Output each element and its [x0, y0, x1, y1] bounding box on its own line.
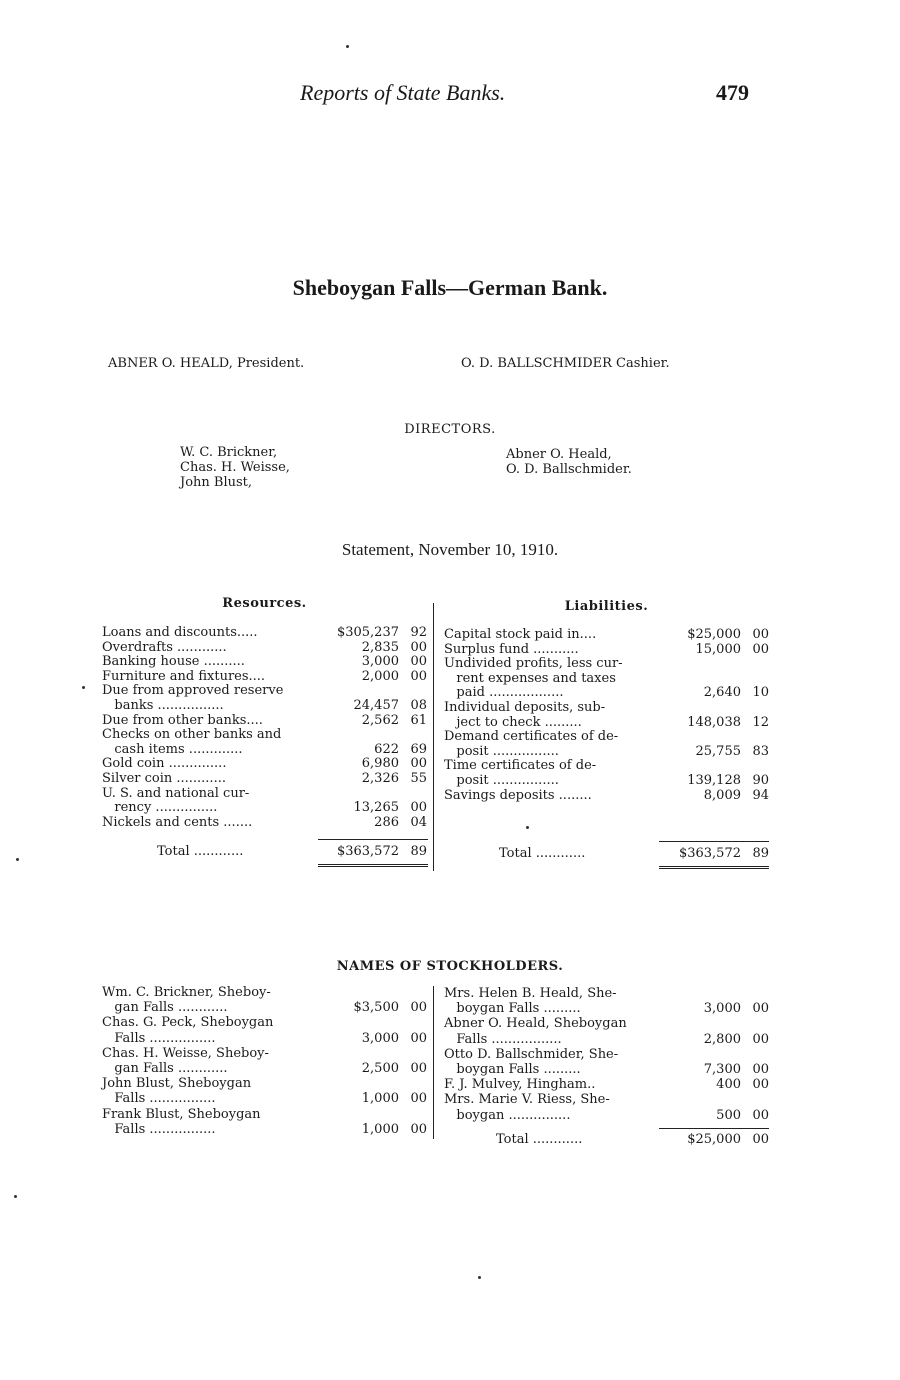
row-amount: 2,500 [361, 1061, 399, 1076]
print-speck [526, 826, 529, 829]
row-amount: 2,326 [361, 771, 399, 786]
director-name: Chas. H. Weisse, [180, 460, 290, 475]
row-amount: 13,265 [353, 800, 399, 816]
row-label: Silver coin ............ [102, 771, 226, 786]
column-divider [433, 603, 434, 871]
row-label: Banking house .......... [102, 654, 245, 670]
row-label: Loans and discounts..... [102, 625, 258, 640]
row-cents: 00 [410, 639, 427, 655]
liabilities-heading: Liabilities. [564, 599, 649, 614]
row-amount: 3,000 [703, 1001, 741, 1017]
row-amount: 500 [716, 1107, 741, 1123]
total-amount: $25,000 [687, 1132, 741, 1147]
row-amount: 1,000 [361, 1121, 399, 1137]
row-label: ject to check ......... [444, 714, 582, 730]
print-speck [346, 45, 349, 48]
row-amount: 1,000 [361, 1091, 399, 1107]
total-label: Total ............ [496, 1132, 583, 1147]
row-amount: $305,237 [336, 625, 399, 640]
row-cents: 00 [410, 1091, 427, 1107]
row-label: Due from other banks.... [102, 712, 263, 728]
row-cents: 12 [752, 714, 769, 730]
row-cents: 00 [410, 1000, 427, 1016]
director-name: John Blust, [180, 475, 253, 490]
row-label: gan Falls ............ [102, 1000, 228, 1016]
directors-heading: DIRECTORS. [404, 422, 496, 437]
row-label: Overdrafts ............ [102, 639, 227, 655]
row-label: Wm. C. Brickner, Sheboy- [102, 985, 271, 1000]
row-amount: 2,000 [361, 668, 399, 684]
row-amount: 622 [374, 741, 399, 757]
row-label: paid .................. [444, 685, 564, 701]
row-cents: 00 [752, 1062, 769, 1077]
stockholders-sum-rule [659, 1128, 769, 1129]
total-amount: $363,572 [336, 844, 399, 859]
row-cents: 08 [410, 698, 427, 713]
row-label: Chas. H. Weisse, Sheboy- [102, 1045, 269, 1061]
resources-total-underline [318, 864, 428, 867]
row-label: Checks on other banks and [102, 727, 282, 743]
row-amount: $25,000 [687, 627, 741, 642]
row-amount: 2,640 [703, 685, 741, 701]
row-amount: 2,835 [361, 639, 399, 655]
row-cents: 00 [752, 627, 769, 642]
cashier-line: O. D. BALLSCHMIDER Cashier. [461, 356, 670, 371]
director-name: O. D. Ballschmider. [506, 462, 632, 477]
liabilities-total-underline [659, 866, 769, 869]
row-label: Falls ................ [102, 1121, 216, 1137]
director-name: Abner O. Heald, [506, 447, 612, 462]
row-cents: 90 [752, 773, 769, 788]
row-cents: 00 [752, 1031, 769, 1047]
directors-right-list [506, 447, 632, 477]
row-amount: 286 [374, 814, 399, 830]
print-speck [478, 1276, 481, 1279]
row-label: Demand certificates of de- [444, 729, 619, 745]
row-label: Falls ................ [102, 1091, 216, 1107]
row-label: banks ................ [102, 698, 224, 713]
director-name: W. C. Brickner, [180, 445, 278, 460]
row-cents: 00 [410, 1030, 427, 1046]
row-label: Savings deposits ........ [444, 787, 592, 803]
row-cents: 00 [752, 641, 769, 657]
print-speck [82, 686, 85, 689]
row-label: Falls ................. [444, 1031, 562, 1047]
row-amount: 8,009 [703, 787, 741, 803]
row-cents: 00 [410, 1061, 427, 1076]
total-amount: $363,572 [678, 846, 741, 861]
president-line: ABNER O. HEALD, President. [108, 356, 305, 371]
row-label: gan Falls ............ [102, 1061, 228, 1076]
row-cents: 83 [752, 743, 769, 759]
row-label: John Blust, Sheboygan [102, 1076, 252, 1092]
row-cents: 00 [410, 654, 427, 670]
row-cents: 61 [410, 712, 427, 728]
row-amount: 6,980 [361, 756, 399, 772]
row-cents: 00 [410, 668, 427, 684]
row-label: posit ................ [444, 773, 559, 788]
row-label: Gold coin .............. [102, 756, 227, 772]
row-cents: 00 [752, 1001, 769, 1017]
row-label: Abner O. Heald, Sheboygan [444, 1016, 627, 1032]
row-amount: 2,800 [703, 1031, 741, 1047]
row-amount: 7,300 [703, 1062, 741, 1077]
row-label: posit ................ [444, 743, 559, 759]
liabilities-sum-rule [659, 841, 769, 842]
row-cents: 00 [410, 1121, 427, 1137]
row-label: Individual deposits, sub- [444, 700, 606, 715]
print-speck [14, 1195, 17, 1198]
row-cents: 55 [410, 771, 427, 786]
row-amount: 24,457 [353, 698, 399, 713]
row-cents: 00 [752, 1107, 769, 1123]
row-cents: 00 [752, 1077, 769, 1093]
running-title: Reports of State Banks. [300, 80, 506, 105]
total-label: Total ............ [499, 846, 586, 861]
row-label: rent expenses and taxes [444, 670, 616, 686]
stockholders-divider [433, 986, 434, 1139]
bank-title: Sheboygan Falls—German Bank. [292, 275, 608, 300]
print-speck [16, 858, 19, 861]
row-cents: 00 [410, 756, 427, 772]
row-cents: 69 [410, 741, 427, 757]
row-label: boygan Falls ......... [444, 1001, 581, 1017]
row-cents: 10 [752, 685, 769, 701]
row-label: Chas. G. Peck, Sheboygan [102, 1015, 274, 1031]
row-label: Frank Blust, Sheboygan [102, 1106, 261, 1122]
row-label: Nickels and cents ....... [102, 814, 253, 830]
row-amount: 139,128 [687, 773, 741, 788]
page-number: 479 [716, 80, 749, 105]
row-amount: 148,038 [687, 714, 741, 730]
row-label: Time certificates of de- [444, 758, 597, 774]
row-label: rency ............... [102, 800, 218, 816]
row-amount: $3,500 [353, 1000, 399, 1016]
row-label: Surplus fund ........... [444, 641, 579, 657]
resources-sum-rule [318, 839, 428, 840]
row-label: cash items ............. [102, 741, 243, 757]
row-amount: 15,000 [695, 641, 741, 657]
row-label: Falls ................ [102, 1030, 216, 1046]
row-label: Capital stock paid in.... [444, 627, 597, 642]
row-cents: 94 [752, 787, 769, 803]
total-label: Total ............ [157, 844, 244, 859]
row-label: U. S. and national cur- [102, 785, 250, 801]
total-cents: 89 [410, 844, 427, 859]
row-cents: 92 [410, 625, 427, 640]
row-label: boygan ............... [444, 1107, 571, 1123]
row-amount: 3,000 [361, 654, 399, 670]
row-label: Otto D. Ballschmider, She- [444, 1046, 619, 1062]
row-label: Undivided profits, less cur- [444, 656, 623, 672]
total-cents: 00 [752, 1132, 769, 1147]
row-label: Due from approved reserve [102, 683, 284, 699]
row-amount: 25,755 [695, 743, 741, 759]
stockholders-heading: NAMES OF STOCKHOLDERS. [336, 959, 564, 974]
row-amount: 3,000 [361, 1030, 399, 1046]
resources-heading: Resources. [222, 596, 307, 611]
row-label: Mrs. Helen B. Heald, She- [444, 986, 617, 1001]
row-label: boygan Falls ......... [444, 1062, 581, 1077]
row-label: Mrs. Marie V. Riess, She- [444, 1092, 610, 1108]
row-cents: 04 [410, 814, 427, 830]
row-cents: 00 [410, 800, 427, 816]
row-amount: 2,562 [361, 712, 399, 728]
row-label: Furniture and fixtures.... [102, 668, 266, 684]
statement-date: Statement, November 10, 1910. [341, 540, 559, 559]
row-amount: 400 [716, 1077, 741, 1093]
total-cents: 89 [752, 846, 769, 861]
directors-left-list [180, 445, 290, 490]
row-label: F. J. Mulvey, Hingham.. [444, 1077, 596, 1093]
